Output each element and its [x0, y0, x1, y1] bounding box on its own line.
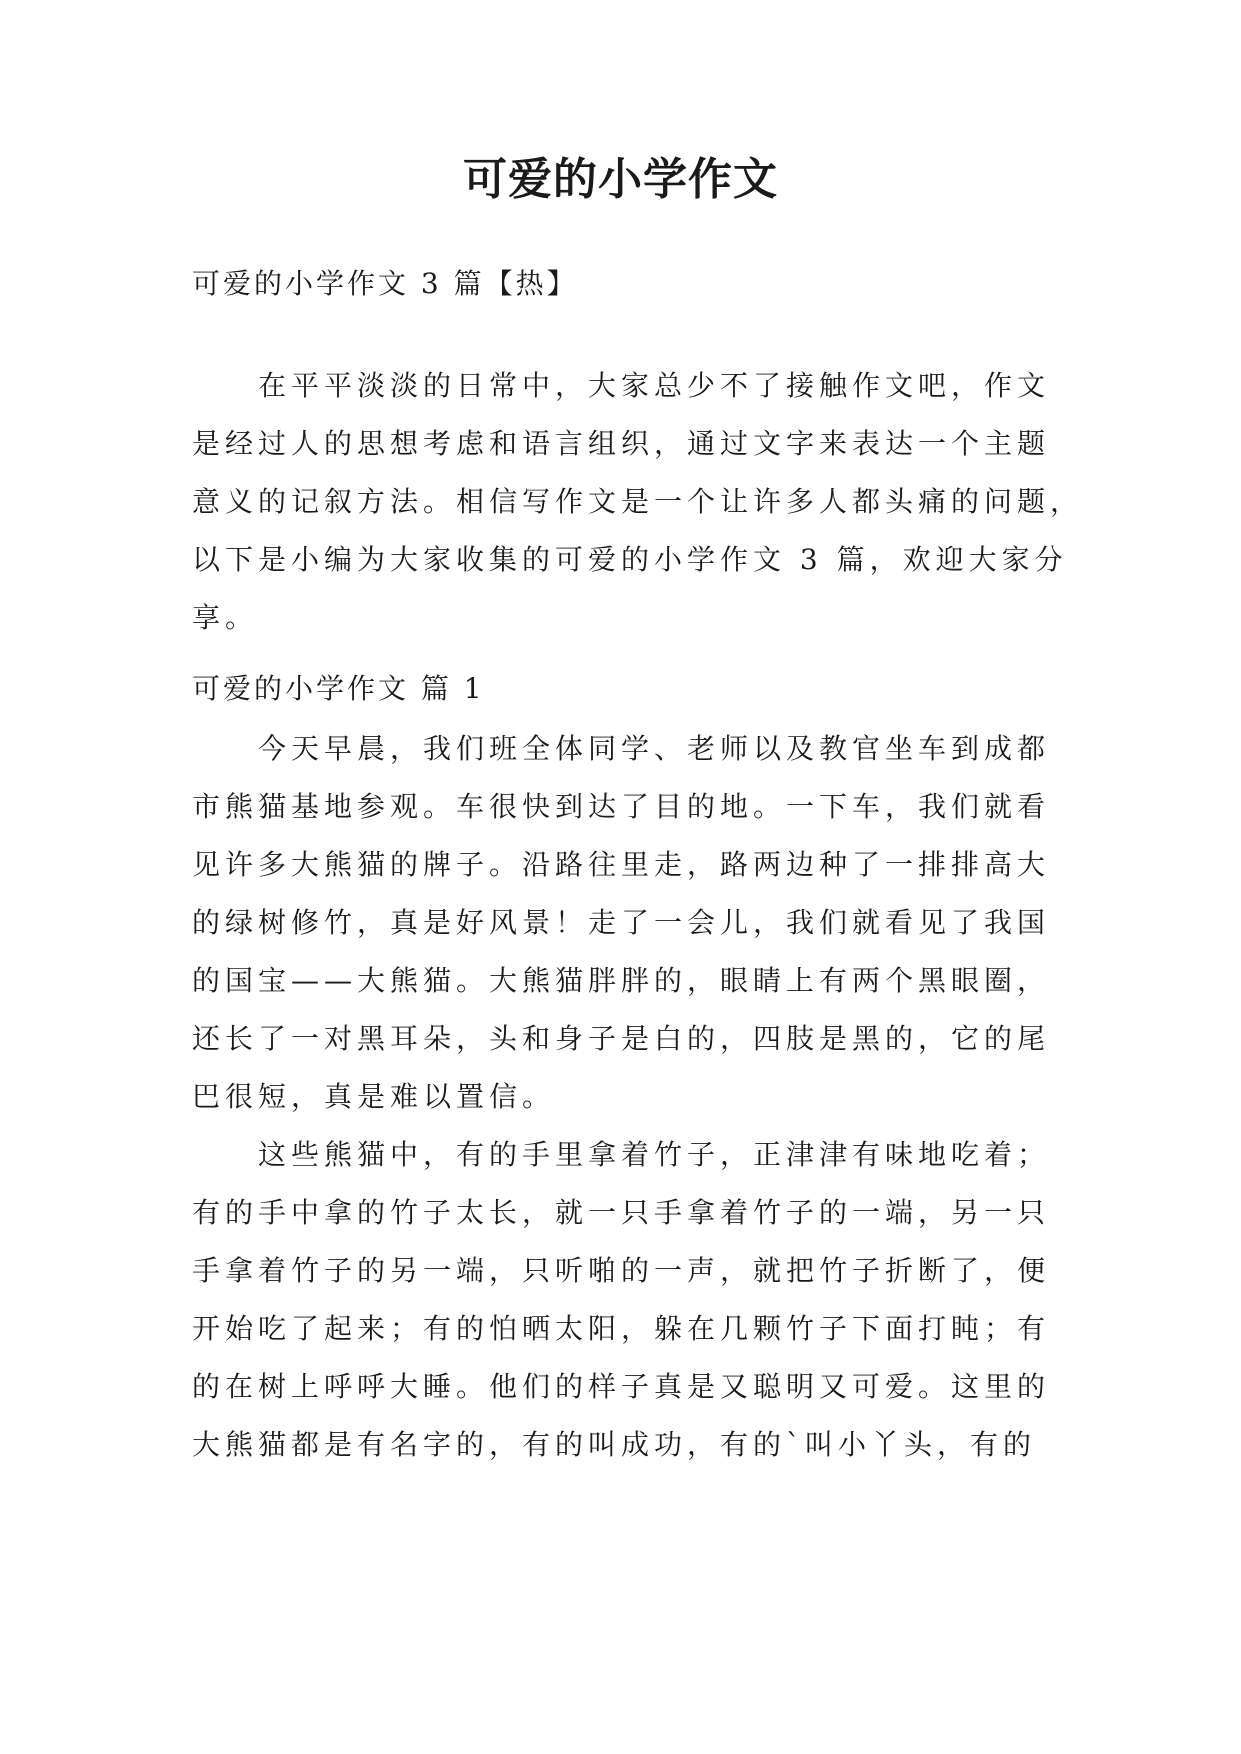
- paragraph-line: 这些熊猫中，有的手里拿着竹子，正津津有味地吃着；: [258, 1138, 1051, 1171]
- intro-line: 在平平淡淡的日常中，大家总少不了接触作文吧，作文: [258, 369, 1051, 402]
- paragraph-line: 大熊猫都是有名字的，有的叫成功，有的`叫小丫头，有的: [192, 1428, 1037, 1461]
- paragraph-line: 的国宝——大熊猫。大熊猫胖胖的，眼睛上有两个黑眼圈，: [192, 964, 1051, 997]
- paragraph-line: 的绿树修竹，真是好风景！走了一会儿，我们就看见了我国: [192, 906, 1051, 939]
- paragraph-line: 巴很短，真是难以置信。: [192, 1080, 556, 1113]
- intro-paragraph: [192, 357, 1084, 647]
- intro-line: 以下是小编为大家收集的可爱的小学作文 3 篇，欢迎大家分: [192, 543, 1068, 576]
- paragraph-line: 有的手中拿的竹子太长，就一只手拿着竹子的一端，另一只: [192, 1196, 1051, 1229]
- paragraph-1: [192, 720, 1058, 1126]
- section-heading: 可爱的小学作文 篇 1: [192, 672, 485, 705]
- paragraph-line: 见许多大熊猫的牌子。沿路往里走，路两边种了一排排高大: [192, 848, 1051, 881]
- paragraph-line: 开始吃了起来；有的怕晒太阳，躲在几颗竹子下面打盹；有: [192, 1312, 1051, 1345]
- paragraph-line: 还长了一对黑耳朵，头和身子是白的，四肢是黑的，它的尾: [192, 1022, 1051, 1055]
- paragraph-line: 市熊猫基地参观。车很快到达了目的地。一下车，我们就看: [192, 790, 1051, 823]
- document-title: 可爱的小学作文: [463, 154, 778, 205]
- paragraph-line: 的在树上呼呼大睡。他们的样子真是又聪明又可爱。这里的: [192, 1370, 1051, 1403]
- intro-line: 意义的记叙方法。相信写作文是一个让许多人都头痛的问题，: [192, 485, 1084, 518]
- paragraph-2: [192, 1126, 1058, 1474]
- paragraph-line: 今天早晨，我们班全体同学、老师以及教官坐车到成都: [258, 732, 1051, 765]
- document-subtitle: 可爱的小学作文 3 篇【热】: [192, 267, 578, 300]
- intro-line: 享。: [192, 601, 259, 634]
- paragraph-line: 手拿着竹子的另一端，只听啪的一声，就把竹子折断了，便: [192, 1254, 1051, 1287]
- intro-line: 是经过人的思想考虑和语言组织，通过文字来表达一个主题: [192, 427, 1051, 460]
